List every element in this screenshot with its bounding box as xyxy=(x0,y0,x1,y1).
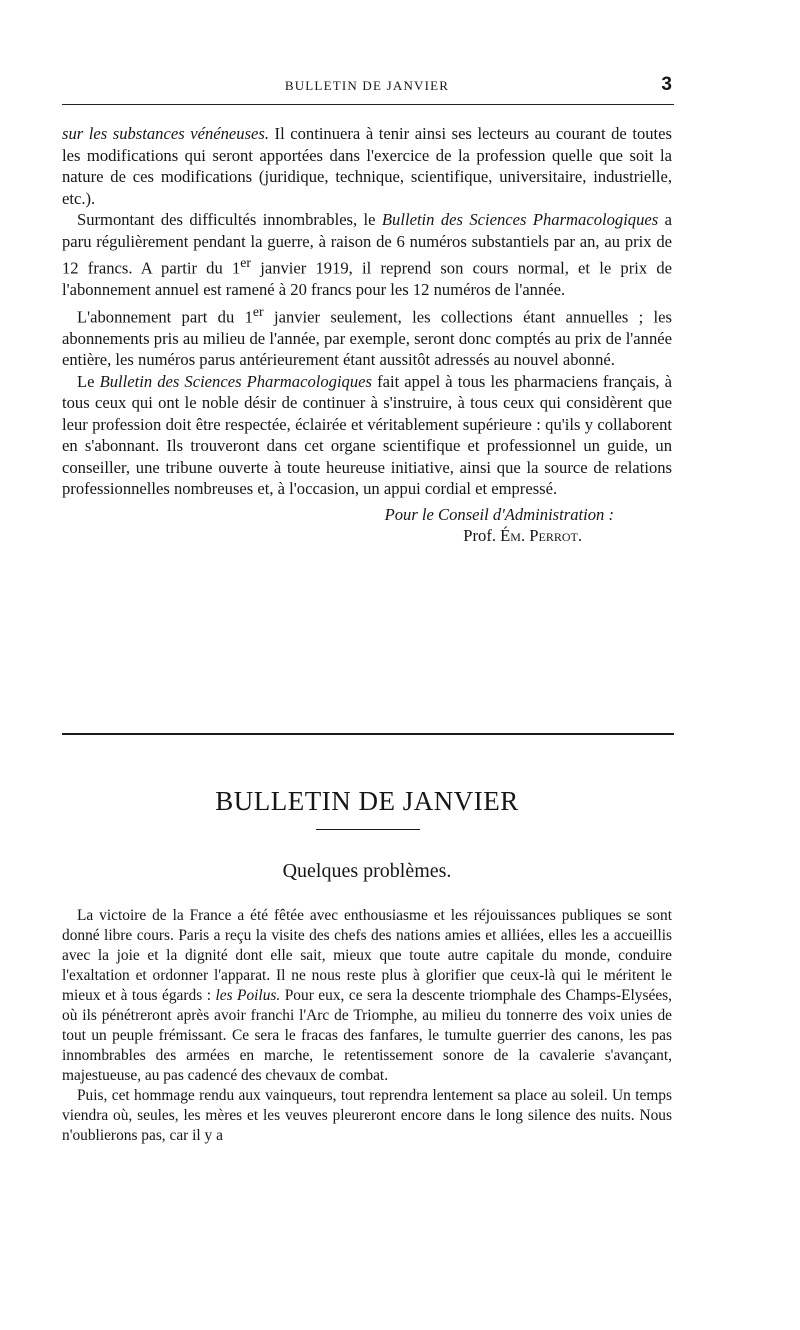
subsection-title: Quelques problèmes. xyxy=(282,860,452,882)
signature-author xyxy=(62,525,672,547)
signature-conseil xyxy=(62,504,672,526)
paragraph-victoire xyxy=(62,906,672,1086)
paragraph-appel xyxy=(62,371,672,500)
superscript-er: er xyxy=(240,255,252,270)
journal-title-italic: Bulletin des Sciences Pharmacologiques xyxy=(99,371,372,391)
paragraph-appel-text-2: fait appel à tous les pharmaciens français, à tous ceux qui ont le noble désir de continuer à s'instruire, à tous ceux qui considèrent que leur profession doit être respectée, éclairée et véritablement supérieure : qu'ils y collaborent en s'abonnant. Ils trouveront dans cet organe scientifique et professionnel un guide, un conseiller, une tribune ouverte à toute heureuse initiative, ainsi que la source de relations professionnelles nombreuses et, à l'occasion, un appui cordial et empressé. xyxy=(62,371,673,499)
paragraph-victoire-text-1: La victoire de la France a été fêtée avec enthousiasme et les réjouissances publiques se sont donné libre cours. Paris a reçu la visite des chefs des nations amies et alliées, elles les a accueillis avec la joie et la dignité dont elle sait, mieux que toute autre capitale du monde, conduire l'exaltation et ordonner l'apparat. Il ne nous reste plus à glorifier que ceux-là qui le méritent le mieux et à tous égards : xyxy=(62,907,672,1004)
paragraph-appel-text-1: Le xyxy=(77,371,100,391)
paragraph-abonnement-text-1: L'abonnement part du 1 xyxy=(77,307,253,327)
journal-title-italic: Bulletin des Sciences Pharmacologiques xyxy=(381,210,659,229)
signature-prefix: Prof. xyxy=(463,526,501,546)
second-section-body xyxy=(62,906,672,1146)
section-title: BULLETIN DE JANVIER xyxy=(215,786,519,816)
page-number: 3 xyxy=(661,74,672,95)
paragraph-substances xyxy=(62,123,672,209)
paragraph-victoire-text-2: Pour eux, ce sera la descente triomphale des Champs-Elysées, où ils pénétreront après avoir franchi l'Arc de Triomphe, au milieu du tonnerre des voix unies de tout un peuple frémissant. Ce sera le fracas des fanfares, le tumulte guerrier des canons, les pas innombrables des armées en marche, le retentissement sonore de la cavalerie s'avançant, majestueuse, au pas cadencé des chevaux de combat. xyxy=(62,987,672,1084)
title-underline-rule xyxy=(316,829,420,830)
paragraph-substances-text: Il continuera à tenir ainsi ses lecteurs au courant de toutes les modifications qui seront apportées dans l'exercice de la profession quelle que soit la nature de ces modifications (juridique, technique, scientifique, universitaire, industrielle, etc.). xyxy=(62,124,672,208)
paragraph-abonnement xyxy=(62,301,672,371)
paragraph-surmontant-text-2: a paru régulièrement pendant la guerre, à raison de 6 numéros substantiels par an, au prix de 12 francs. A partir du 1 xyxy=(62,210,672,278)
signature-conseil-text: Pour le Conseil d'Administration : xyxy=(384,504,614,524)
running-header-title: BULLETIN DE JANVIER xyxy=(284,78,450,93)
superscript-er: er xyxy=(252,303,264,319)
signature-name: Ém. Perrot. xyxy=(500,526,582,546)
paragraph-surmontant-text-1: Surmontant des difficultés innombrables, le xyxy=(77,210,382,229)
first-section-body xyxy=(62,123,672,547)
italic-substances: sur les substances vénéneuses. xyxy=(62,124,269,143)
paragraph-hommage: Puis, cet hommage rendu aux vainqueurs, tout reprendra lentement sa place au soleil. Un temps viendra où, seules, les mères et les veuves pleureront encore dans le long silence des nuits. Nous n'oublierons pas, car il y a xyxy=(62,1087,672,1144)
paragraph-surmontant-text-3: janvier 1919, il reprend son cours normal, et le prix de l'abonnement annuel est ramené à 20 francs pour les 12 numéros de l'année. xyxy=(62,258,673,300)
paragraph-surmontant xyxy=(62,209,672,301)
paragraph-abonnement-text-2: janvier seulement, les collections étant annuelles ; les abonnements pris au milieu de l'année, par exemple, seront donc comptés au prix de l'année entière, les numéros parus antérieurement étant aussitôt adressés au nouvel abonné. xyxy=(62,307,672,370)
section-divider-rule xyxy=(62,733,674,735)
running-header xyxy=(62,74,672,98)
italic-poilus: les Poilus. xyxy=(215,987,281,1004)
header-rule xyxy=(62,104,674,105)
